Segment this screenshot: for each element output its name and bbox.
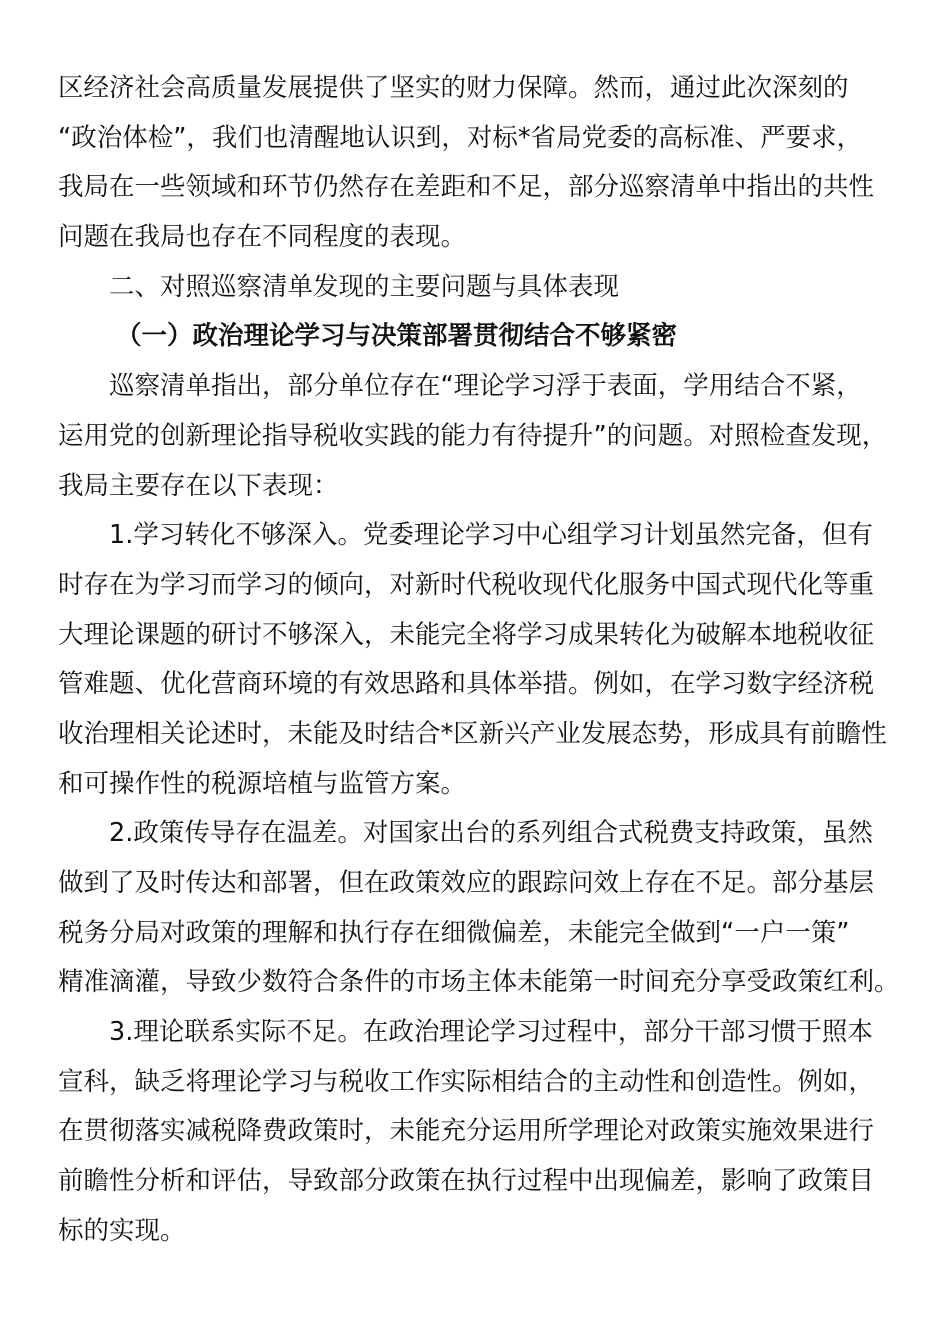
body-line: 巡察清单指出，部分单位存在“理论学习浮于表面，学用结合不紧， xyxy=(109,371,862,402)
body-line: 问题在我局也存在不同程度的表现。 xyxy=(58,222,467,253)
document-body xyxy=(58,64,900,1257)
body-line: 在贯彻落实减税降费政策时，未能充分运用所学理论对政策实施效果进行 xyxy=(58,1116,875,1147)
body-line: 标的实现。 xyxy=(58,1215,186,1246)
body-line: 运用党的创新理论指导税收实践的能力有待提升”的问题。对照检查发现， xyxy=(58,420,888,451)
body-line: 收治理相关论述时，未能及时结合*区新兴产业发展态势，形成具有前瞻性 xyxy=(58,718,887,749)
body-line: 区经济社会高质量发展提供了坚实的财力保障。然而，通过此次深刻的 xyxy=(58,73,849,103)
body-line: 时存在为学习而学习的倾向，对新时代税收现代化服务中国式现代化等重 xyxy=(58,569,875,600)
body-line: 管难题、优化营商环境的有效思路和具体举措。例如，在学习数字经济税 xyxy=(58,669,875,700)
body-line: 精准滴灌，导致少数符合条件的市场主体未能第一时间充分享受政策红利。 xyxy=(58,967,900,998)
body-line: 税务分局对政策的理解和执行存在细微偏差，未能完全做到“一户一策” xyxy=(58,917,850,948)
list-item-3-line: 3.理论联系实际不足。在政治理论学习过程中，部分干部习惯于照本 xyxy=(109,1017,873,1048)
body-line: 和可操作性的税源培植与监管方案。 xyxy=(58,768,467,799)
body-line: 前瞻性分析和评估，导致部分政策在执行过程中出现偏差，影响了政策目 xyxy=(58,1166,875,1197)
subsection-heading: （一）政治理论学习与决策部署贯彻结合不够紧密 xyxy=(116,321,678,352)
body-line: 我局主要存在以下表现： xyxy=(58,470,339,501)
body-line: 我局在一些领域和环节仍然存在差距和不足，部分巡察清单中指出的共性 xyxy=(58,172,875,203)
list-item-2-line: 2.政策传导存在温差。对国家出台的系列组合式税费支持政策，虽然 xyxy=(109,818,873,849)
body-line: 做到了及时传达和部署，但在政策效应的跟踪问效上存在不足。部分基层 xyxy=(58,868,875,898)
body-line: 宣科，缺乏将理论学习与税收工作实际相结合的主动性和创造性。例如， xyxy=(58,1066,875,1097)
body-line: 大理论课题的研讨不够深入，未能完全将学习成果转化为破解本地税收征 xyxy=(58,619,875,650)
body-line: “政治体检”，我们也清醒地认识到，对标*省局党委的高标准、严要求， xyxy=(58,122,863,153)
section-heading: 二、对照巡察清单发现的主要问题与具体表现 xyxy=(109,271,620,302)
list-item-1-line: 1.学习转化不够深入。党委理论学习中心组学习计划虽然完备，但有 xyxy=(109,520,873,551)
